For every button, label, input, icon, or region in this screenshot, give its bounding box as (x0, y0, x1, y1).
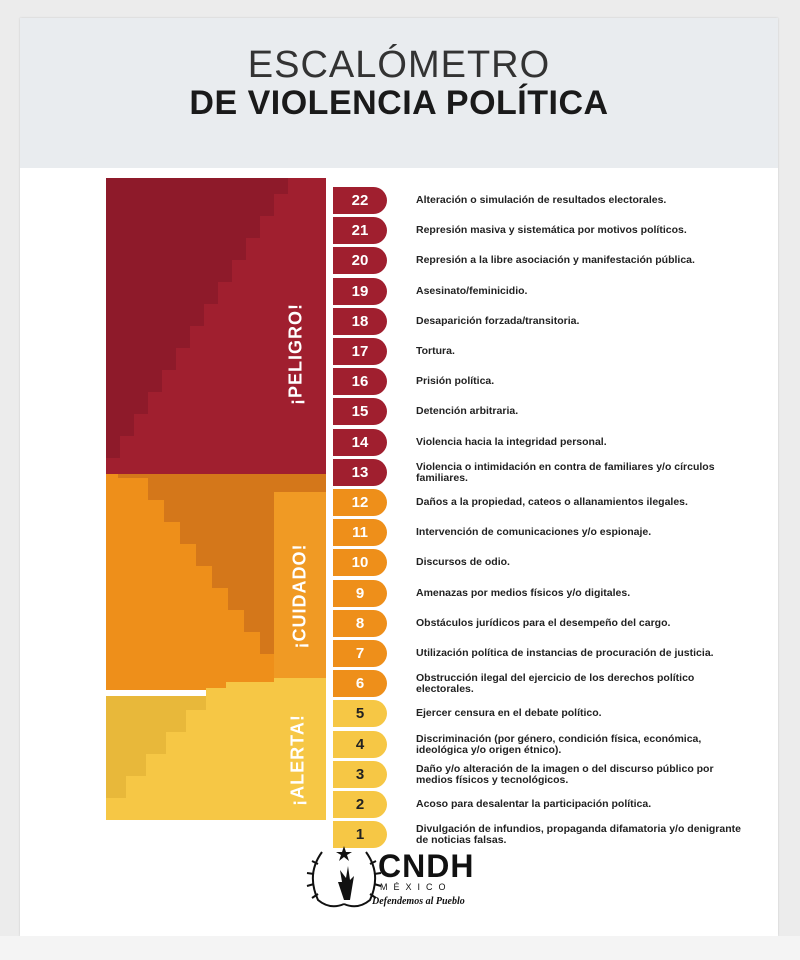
level-number-10: 10 (333, 549, 387, 576)
bottom-margin (0, 936, 800, 960)
level-description-13: Violencia o intimidación en contra de familiares y/o círculos familiares. (416, 460, 715, 484)
level-number-11: 11 (333, 519, 387, 546)
danger-label: ¡PELIGRO! (285, 303, 306, 405)
level-number-15: 15 (333, 398, 387, 425)
level-number-9: 9 (333, 580, 387, 607)
level-description-21: Represión masiva y sistemática por motivos políticos. (416, 224, 687, 236)
logo-name: CNDH (378, 848, 475, 884)
level-description-2: Acoso para desalentar la participación política. (416, 798, 652, 810)
level-number-7: 7 (333, 640, 387, 667)
level-description-7: Utilización política de instancias de procuración de justicia. (416, 647, 714, 659)
level-description-22: Alteración o simulación de resultados electorales. (416, 194, 667, 206)
level-number-14: 14 (333, 429, 387, 456)
level-description-15: Detención arbitraria. (416, 405, 519, 417)
level-description-11: Intervención de comunicaciones y/o espionaje. (416, 526, 652, 538)
level-number-1: 1 (333, 821, 387, 848)
level-description-19: Asesinato/feminicidio. (416, 285, 528, 297)
level-number-22: 22 (333, 187, 387, 214)
level-number-19: 19 (333, 278, 387, 305)
torn-paper-edge (20, 135, 778, 175)
star-icon (336, 846, 352, 861)
level-number-13: 13 (333, 459, 387, 486)
level-description-20: Represión a la libre asociación y manifestación pública. (416, 254, 695, 266)
raised-hand-icon (338, 866, 354, 900)
level-description-3: Daño y/o alteración de la imagen o del discurso público por medios físicos y tecnológicos. (416, 762, 714, 786)
level-description-1: Divulgación de infundios, propaganda difamatoria y/o denigrante de noticias falsas. (416, 822, 741, 846)
level-number-8: 8 (333, 610, 387, 637)
level-description-6: Obstrucción ilegal del ejercicio de los derechos político electorales. (416, 671, 695, 695)
title-line-1: ESCALÓMETRO (247, 44, 551, 86)
level-number-6: 6 (333, 670, 387, 697)
level-description-10: Discursos de odio. (416, 556, 510, 568)
level-description-12: Daños a la propiedad, cateos o allanamientos ilegales. (416, 496, 688, 508)
level-number-20: 20 (333, 247, 387, 274)
level-description-16: Prisión política. (416, 375, 495, 387)
level-number-12: 12 (333, 489, 387, 516)
level-description-5: Ejercer censura en el debate político. (416, 707, 602, 719)
level-number-5: 5 (333, 700, 387, 727)
level-number-4: 4 (333, 731, 387, 758)
logo-country: MÉXICO (380, 882, 452, 892)
level-description-9: Amenazas por medios físicos y/o digitales. (416, 587, 631, 599)
level-number-16: 16 (333, 368, 387, 395)
level-number-3: 3 (333, 761, 387, 788)
level-description-14: Violencia hacia la integridad personal. (416, 436, 607, 448)
level-description-17: Tortura. (416, 345, 455, 357)
level-description-8: Obstáculos jurídicos para el desempeño del cargo. (416, 617, 671, 629)
logo-motto: Defendemos al Pueblo (372, 896, 465, 907)
level-number-21: 21 (333, 217, 387, 244)
level-description-4: Discriminación (por género, condición física, económica, ideológica y/o origen étnico). (416, 732, 702, 756)
level-number-2: 2 (333, 791, 387, 818)
title-line-2: DE VIOLENCIA POLÍTICA (189, 84, 609, 122)
alert-label: ¡ALERTA! (287, 714, 308, 806)
caution-label: ¡CUIDADO! (289, 543, 310, 649)
level-number-17: 17 (333, 338, 387, 365)
level-description-18: Desaparición forzada/transitoria. (416, 315, 580, 327)
level-number-18: 18 (333, 308, 387, 335)
